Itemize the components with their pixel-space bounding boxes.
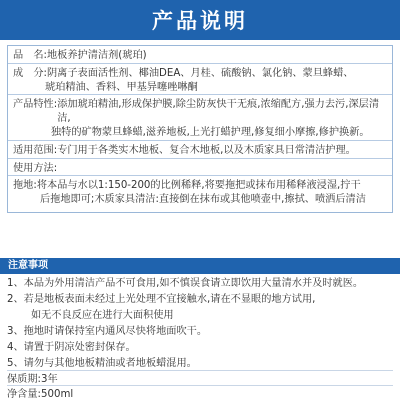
- name-label: 品 名:: [13, 50, 47, 61]
- name-row: [13, 49, 387, 63]
- notice-item: 1、本品为外用清洁产品不可食用,如不慎误食请立即饮用大量清水并及时就医。: [7, 278, 364, 289]
- product-section: [8, 46, 392, 63]
- shelf-life: 保质期:3年: [7, 370, 393, 387]
- notice-item: 2、若是地板表面未经过上光处理不宜接触水,请在不显眼的地方试用,: [7, 294, 316, 305]
- ingredients-line-2: 琥珀精油、香料、甲基异噻唑啉酮: [45, 81, 198, 93]
- method-label: 使用方法:: [13, 162, 58, 174]
- ingredients-section: [8, 63, 392, 95]
- scope-label: 适用范围:: [13, 144, 58, 156]
- floor-label: 拖地:: [13, 180, 37, 192]
- floor-row-2: [13, 193, 387, 207]
- scope-section: [8, 140, 392, 158]
- floor-section: [8, 175, 392, 207]
- features-section: [8, 94, 392, 139]
- notice-item: 5、请勿与其他地板精油或者地板蜡混用。: [7, 358, 197, 369]
- features-row: [13, 98, 387, 126]
- page-title: 产品说明: [152, 9, 248, 33]
- notice-item: 3、拖地时请保持室内通风尽快将地面吹干。: [7, 326, 208, 337]
- ingredients-row-2: [13, 81, 387, 95]
- net-content: 净含量:500ml: [7, 385, 393, 402]
- method-row: [13, 162, 387, 176]
- name-value: 地板养护清洁剂(琥珀): [47, 50, 147, 61]
- features-label: 产品特性:: [13, 99, 58, 111]
- features-line-2: 独特的矿物蒙旦蜂蜡,滋养地板,上光打蜡护理,修复细小摩擦,修护换新。: [51, 126, 370, 138]
- notice-item: 如无不良反应在进行大面积使用: [31, 310, 174, 321]
- product-info-panel: [7, 45, 393, 213]
- notice-item: 4、请置于阴凉处密封保存。: [7, 342, 136, 353]
- floor-line-1: 将本品与水以1:150-200的比例稀释,将要拖把或抹布用稀释液浸湿,拧干: [36, 180, 361, 192]
- method-section: [8, 158, 392, 176]
- ingredients-label: 成 分:: [13, 67, 47, 79]
- floor-line-2: 后拖地即可;木质家具清洁:直接倒在抹布或其他喷壶中,擦拭、喷洒后清洁: [40, 194, 366, 206]
- scope-value: 专门用于各类实木地板、复合木地板,以及木质家具日常清洁护理。: [57, 144, 356, 156]
- header-bar: [0, 0, 400, 40]
- ingredients-row: [13, 67, 387, 81]
- scope-row: [13, 144, 387, 158]
- notice-list: [7, 276, 393, 372]
- notice-title: 注意事项: [0, 258, 400, 274]
- floor-row: [13, 179, 387, 193]
- ingredients-line-1: 阴离子表面活性剂、椰油DEA、月桂、硫酸钠、氯化钠、蒙旦蜂蜡、: [47, 67, 354, 79]
- features-line-1: 添加琥珀精油,形成保护膜,除尘防灰快干无痕,浓缩配方,强力去污,深层清洁,: [57, 99, 380, 125]
- features-row-2: [13, 126, 387, 140]
